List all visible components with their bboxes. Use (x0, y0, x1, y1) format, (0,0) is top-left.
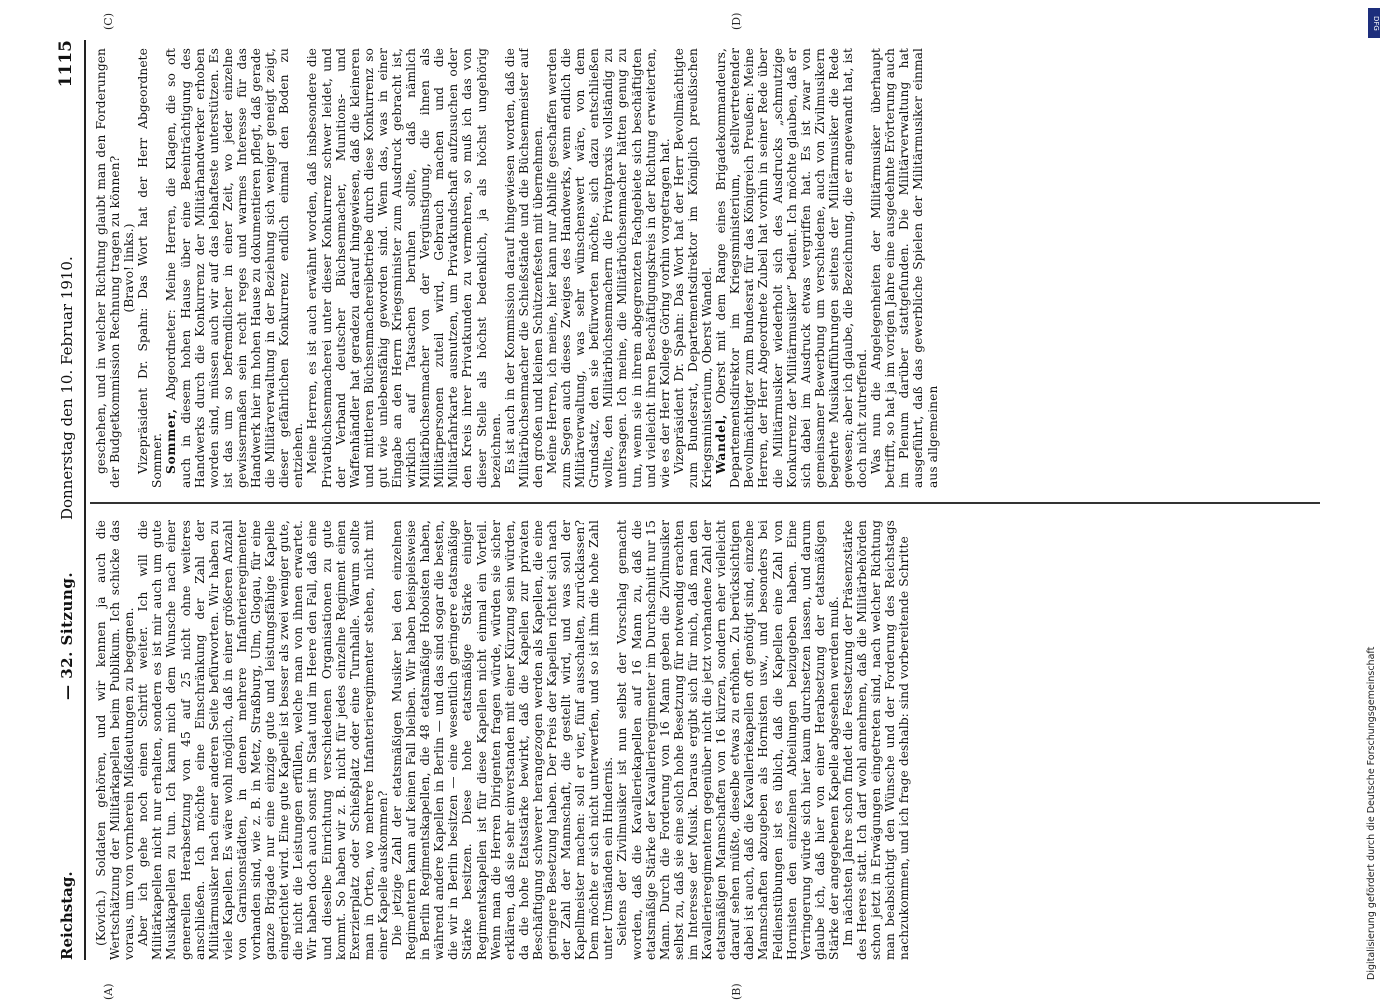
paragraph (164, 48, 305, 488)
paragraph (841, 520, 911, 960)
paragraph (869, 48, 939, 488)
paragraph (714, 48, 869, 488)
header-date: Donnerstag den 10. Februar 1910. (58, 256, 76, 520)
paragraph-text: Im nächsten Jahre schon findet die Festsetzung der Präsenzstärke des Heeres statt. Ich darf wohl annehmen, daß die Militärbehörden schon jetzt in Erwägungen eingetreten sind, nach welcher Richtung man beabsichtigt den Wünsche und der Forderung des Reichstags nachzukommen, und ich frage deshalb: sind vorbereitende Schritte (840, 520, 912, 960)
paragraph (94, 520, 136, 960)
digitization-credit: Digitalisierung gefördert durch die Deutsche Forschungsgemeinschaft (1366, 646, 1377, 980)
paragraph-text: Meine Herren, es ist auch erwähnt worden, daß insbesondere die Privatbüchsenmacherei unter dieser Konkurrenz schwer leidet, und der Verband deutscher Büchsenmacher, Munitions- und Waffenhändler hat geradezu darauf hingewiesen, daß die kleineren und mittleren Büchsenmachereibetriebe durch diese Konkurrenz so gut wie unlebensfähig geworden sind. Wenn das, was in einer Eingabe an den Herrn Kriegsminister zum Ausdruck gebracht ist, wirklich auf Tatsachen beruhen sollte, daß nämlich Militärbüchsenmacher von der Vergünstigung, die ihnen als Militärpersonen zuteil wird, Gebrauch machen und die Militärfahrkarte ausnutzen, um Privatkundschaft aufzusuchen oder den Kreis ihrer Privatkunden zu vermehren, so muß ich das von dieser Stelle als höchst bedenklich, ja als höchst ungehörig bezeichnen. (305, 48, 503, 488)
rotated-page-content (50, 12, 1350, 1000)
speaker-name: Sommer, (164, 408, 179, 474)
paragraph (94, 48, 122, 488)
paragraph-text: Seitens der Zivilmusiker ist nun selbst der Vorschlag gemacht worden, daß die Kavalleriekapellen auf 16 Mann zu, daß die etatsmäßige Stärke der Kavallerieregimenter im Durchschnitt nur 15 Mann. Durch die Forderung von 16 Mann geben die Zivilmusiker selbst zu, daß sie eine solch hohe Besetzung für notwendig erachten im Interesse der Musik. Daraus ergibt sich für mich, daß man den Kavallerieregimentern gegenüber nicht die jetzt vorhandene Zahl der etatsmäßigen Mannschaften von 16 kürzen, sondern eher vielleicht darauf sehen müßte, dieselbe etwas zu erhöhen. Zu berücksichtigen dabei ist auch, daß die Kavalleriekapellen oft genötigt sind, einzelne Mannschaften abzugeben als Hornisten usw., und besonders bei Feldienstübungen ist es üblich, daß die Kapellen eine Zahl von Hornisten den einzelnen Abteilungen beizugeben haben. Eine Verringerung würde sich hier kaum durchsetzen lassen, und darum glaube ich, daß hier von einer Herabsetzung der etatsmäßigen Stärke der angegebenen Kapelle abgesehen werden muß. (615, 520, 841, 960)
paragraph-text: (Kovich.) Soldaten gehören, und wir kennen ja auch die Wertschätzung der Militärkapellen beim Publikum. Ich schicke das voraus, um von vornherein Mißdeutungen zu begegnen. (94, 520, 137, 960)
paragraph (672, 48, 714, 488)
left-column (94, 520, 1324, 960)
paragraph-text: geschehen, und in welcher Richtung glaubt man den Forderungen der Budgetkommission Rechnung tragen zu können? (94, 48, 123, 488)
right-column (94, 48, 1324, 488)
paragraph (136, 520, 390, 960)
paragraph (615, 520, 841, 960)
paragraph-text: Vizepräsident Dr. Spahn: Das Wort hat der Herr Abgeordnete Sommer. (136, 48, 165, 488)
paragraph-text: (Bravo! links.) (122, 223, 137, 313)
paragraph-text: Aber ich gehe noch einen Schritt weiter. Ich will die Militärkapellen nicht nur erhalten, sondern es ist mir auch um gute Musikkapellen zu tun. Ich kann mich dem Wunsche nach einer generellen Herabsetzung von 45 auf 25 nicht ohne weiteres anschließen. Ich möchte eine Einschränkung der Zahl der Militärmusiker nach einer anderen Seite befürworten. Wir haben zu viele Kapellen. Es wäre wohl möglich, daß in einer größeren Anzahl von Garnisonstädten, in denen mehrere Infanterieregimenter vorhanden sind, wie z. B. in Metz, Straßburg, Ulm, Glogau, für eine ganze Brigade nur eine einzige gute und leistungsfähige Kapelle eingerichtet wird. Eine gute Kapelle ist besser als zwei weniger gute, die nicht die Leistungen erfüllen, welche man von ihnen erwartet. Wir haben doch auch sonst im Staat und im Heere den Fall, daß eine und dieselbe Einrichtung verschiedenen Organisationen zu gute kommt. So haben wir z. B. nicht für jedes einzelne Regiment einen Exerzierplatz oder Schießplatz oder eine Turnhalle. Warum sollte man in Orten, wo mehrere Infanterieregimenter stehen, nicht mit einer Kapelle auskommen? (136, 520, 390, 960)
speaker-name: Wandel, (714, 413, 729, 474)
paragraph-text: Was nun die Angelegenheiten der Militärmusiker überhaupt betrifft, so hat ja im vorigen Jahre eine ausgedehnte Erörterung auch im Plenum darüber stattgefunden. Die Militärverwaltung hat ausgeführt, daß das gewerbliche Spielen der Militärmusiker einmal aus allgemeinen (869, 48, 940, 488)
header-rule (84, 40, 86, 960)
paragraph (545, 48, 672, 488)
paragraph (503, 48, 545, 488)
paragraph-text: Vizepräsident Dr. Spahn: Das Wort hat der Herr Bevollmächtigte zum Bundesrat, Departementsdirektor im Königlich preußischen Kriegsministerium, Oberst Wandel. (671, 48, 715, 488)
page-number: 1115 (56, 40, 76, 88)
paragraph (136, 48, 164, 488)
margin-mark-d: (D) (730, 12, 743, 30)
paragraph-text: Es ist auch in der Kommission darauf hingewiesen worden, daß die Militärbüchsenmacher die Schießstände und die Büchsenmeister auf den großen und kleinen Schützenfesten mit übernehmen. (502, 48, 545, 488)
paragraph-text: Die jetzige Zahl der etatsmäßigen Musiker bei den einzelnen Regimentern kann auf keinen Fall bleiben. Wir haben beispielsweise in Berlin Regimentskapellen, die 48 etatsmäßige Hoboisten haben, während andere Kapellen in Berlin — und das sind sogar die besten, die wir in Berlin besitzen — eine wesentlich geringere etatsmäßige Stärke besitzen. Diese hohe etatsmäßige Stärke einiger Regimentskapellen ist für diese Kapellen nicht einmal ein Vorteil. Wenn man die Herren Dirigenten fragen würde, würden sie sicher erklären, daß sie sehr einverstanden mit einer Kürzung sein würden, da die hohe Etatsstärke bewirkt, daß die Kapellen zur privaten Beschäftigung schwerer herangezogen werden als Kapellen, die eine geringere Besetzung haben. Der Preis der Kapellen richtet sich nach der Zahl der Mannschaft, die gestellt wird, und was soll der Kapellmeister machen: soll er vier, fünf ausschalten, zurücklassen? Dem möchte er sich nicht unterwerfen, und so ist ihm die hohe Zahl unter Umständen ein Hindernis. (389, 520, 616, 960)
dfg-logo: DFG (1368, 8, 1380, 38)
paragraph (122, 48, 136, 488)
margin-mark-b: (B) (730, 983, 743, 1000)
header-left: Reichstag. (58, 871, 76, 960)
margin-mark-a: (A) (102, 983, 115, 1000)
paragraph-text: Oberst mit dem Range eines Brigadekommandeurs, Departementsdirektor im Kriegsministerium, stellvertretender Bevollmächtigter zum Bundesrat für das Königreich Preußen: Meine Herren, der Herr Abgeordnete Zubeil hat vorhin in seiner Rede über die Militärmusiker wiederholt sich des Ausdrucks „schmutzige Konkurrenz der Militärmusiker“ bedient. Ich möchte glauben, daß er sich dabei im Ausdruck etwas vergriffen hat. Es ist zwar von gemeinsamer Bewerbung um verschiedene, auch von Zivilmusikern begehrte Musikaufführungen seitens der Militärmusiker die Rede gewesen; aber ich glaube, die Bezeichnung, die er angewandt hat, ist doch nicht zutreffend. (714, 48, 870, 488)
header-session: — 32. Sitzung. (58, 571, 76, 700)
paragraph (390, 520, 616, 960)
paragraph-text: Meine Herren, ich meine, hier kann nur Abhilfe geschaffen werden zum Segen auch dieses Zweiges des Handwerks, wenn endlich die Militärverwaltung, was sehr wünschenswert wäre, von dem Grundsatz, den sie befürworten möchte, sich dazu entschließen wollte, den Militärbüchsenmachern die Privatpraxis vollständig zu untersagen. Ich meine, die Militärbüchsenmacher hätten genug zu tun, wenn sie in ihrem abgegrenzten Fachgebiete sich beschäftigten und vielleicht ihren Beschäftigungskreis in der Richtung erweiterten, wie es der Herr Kollege Göring vorhin vorgetragen hat. (545, 48, 672, 488)
column-rule (90, 503, 1320, 505)
paragraph (305, 48, 502, 488)
paragraph-text: Abgeordneter: Meine Herren, die Klagen, die so oft auch in diesem hohen Hause über eine Beeinträchtigung des Handwerks durch die Konkurrenz der Militärhandwerker erhoben worden sind, müssen auch wir auf das lebhafteste unterstützen. Es ist das um so befremdlicher in einer Zeit, wo jeder einzelne gewissermaßen sein recht reges und warmes Interesse für das Handwerk hier im hohen Hause zu dokumentieren pflegt, daß gerade die Militärverwaltung in der Beziehung sich weniger geneigt zeigt, dieser gefährlichen Konkurrenz endlich einmal den Boden zu entziehen. (164, 48, 306, 488)
margin-mark-c: (C) (102, 13, 115, 30)
running-head (50, 40, 84, 960)
